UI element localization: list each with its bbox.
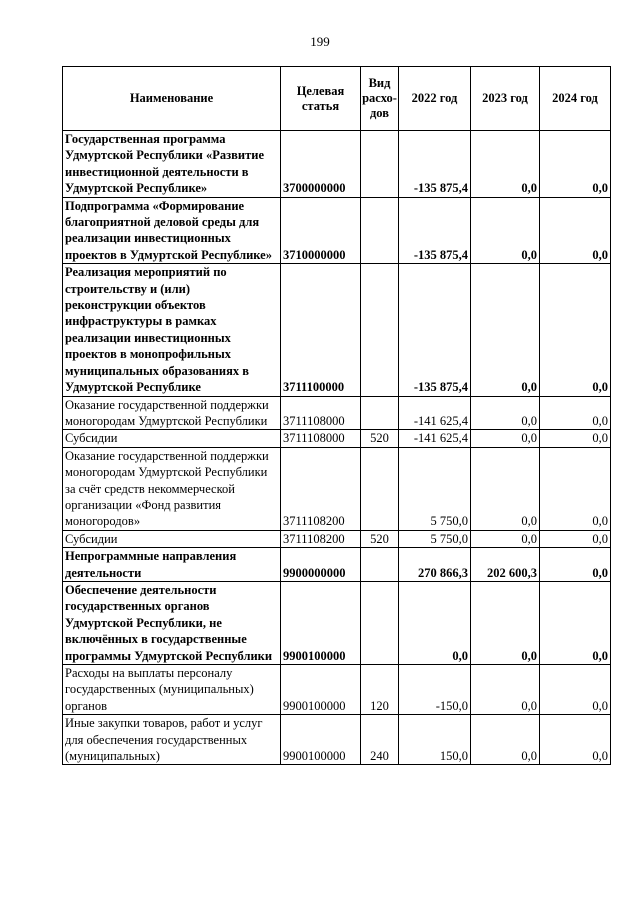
table-row <box>63 197 611 264</box>
cell-2022: -141 625,4 <box>399 430 471 447</box>
cell-expense-type <box>361 197 399 264</box>
cell-name: Субсидии <box>63 430 281 447</box>
cell-2022: -135 875,4 <box>399 197 471 264</box>
cell-target-code: 9900100000 <box>281 581 361 664</box>
cell-2023: 0,0 <box>471 530 540 547</box>
cell-name: Субсидии <box>63 530 281 547</box>
cell-name: Обеспечение деятельности государственных органов Удмуртской Республики, не включённых в государственные программы Удмуртской Республики <box>63 581 281 664</box>
table-row <box>63 581 611 664</box>
table-row <box>63 430 611 447</box>
cell-target-code: 9900100000 <box>281 665 361 715</box>
cell-2024: 0,0 <box>540 396 611 430</box>
cell-2023: 0,0 <box>471 665 540 715</box>
cell-2022: -135 875,4 <box>399 131 471 198</box>
table-row <box>63 530 611 547</box>
cell-name: Подпрограмма «Формирование благоприятной деловой среды для реализации инвестиционных проектов в Удмуртской Республике» <box>63 197 281 264</box>
table-row <box>63 264 611 396</box>
cell-2024: 0,0 <box>540 430 611 447</box>
table-row <box>63 665 611 715</box>
cell-target-code: 3711108200 <box>281 447 361 530</box>
cell-expense-type: 240 <box>361 715 399 765</box>
header-2022: 2022 год <box>399 67 471 131</box>
table-row <box>63 396 611 430</box>
cell-2022: -141 625,4 <box>399 396 471 430</box>
page-number: 199 <box>310 34 330 49</box>
header-2023: 2023 год <box>471 67 540 131</box>
cell-target-code: 3710000000 <box>281 197 361 264</box>
cell-2023: 0,0 <box>471 430 540 447</box>
cell-name: Непрограммные направления деятельности <box>63 548 281 582</box>
cell-2022: 5 750,0 <box>399 447 471 530</box>
cell-name: Государственная программа Удмуртской Республики «Развитие инвестиционной деятельности в Удмуртской Республике» <box>63 131 281 198</box>
table-row <box>63 715 611 765</box>
cell-2023: 0,0 <box>471 264 540 396</box>
cell-2022: 5 750,0 <box>399 530 471 547</box>
cell-target-code: 3711108000 <box>281 396 361 430</box>
cell-2022: -150,0 <box>399 665 471 715</box>
cell-2023: 0,0 <box>471 197 540 264</box>
cell-expense-type <box>361 264 399 396</box>
cell-2024: 0,0 <box>540 581 611 664</box>
cell-name: Оказание государственной поддержки моногородам Удмуртской Республики за счёт средств некоммерческой организации «Фонд развития моногородов» <box>63 447 281 530</box>
cell-2024: 0,0 <box>540 530 611 547</box>
cell-2023: 0,0 <box>471 715 540 765</box>
cell-target-code: 3711100000 <box>281 264 361 396</box>
cell-2024: 0,0 <box>540 715 611 765</box>
header-name: Наименование <box>63 67 281 131</box>
cell-2022: 270 866,3 <box>399 548 471 582</box>
table-row <box>63 548 611 582</box>
table-row <box>63 131 611 198</box>
cell-2022: -135 875,4 <box>399 264 471 396</box>
cell-name: Расходы на выплаты персоналу государственных (муниципальных) органов <box>63 665 281 715</box>
cell-2023: 0,0 <box>471 131 540 198</box>
cell-2024: 0,0 <box>540 548 611 582</box>
cell-2023: 0,0 <box>471 447 540 530</box>
cell-target-code: 9900000000 <box>281 548 361 582</box>
cell-2024: 0,0 <box>540 665 611 715</box>
table-body <box>63 131 611 765</box>
cell-expense-type: 120 <box>361 665 399 715</box>
cell-2024: 0,0 <box>540 447 611 530</box>
header-2024: 2024 год <box>540 67 611 131</box>
table-row <box>63 447 611 530</box>
cell-expense-type <box>361 548 399 582</box>
cell-target-code: 3700000000 <box>281 131 361 198</box>
cell-name: Оказание государственной поддержки моногородам Удмуртской Республики <box>63 396 281 430</box>
header-code: Целевая статья <box>281 67 361 131</box>
cell-2023: 202 600,3 <box>471 548 540 582</box>
cell-target-code: 3711108000 <box>281 430 361 447</box>
cell-2023: 0,0 <box>471 396 540 430</box>
budget-table <box>62 66 611 765</box>
cell-target-code: 9900100000 <box>281 715 361 765</box>
cell-2024: 0,0 <box>540 197 611 264</box>
cell-expense-type <box>361 396 399 430</box>
cell-2024: 0,0 <box>540 131 611 198</box>
cell-expense-type: 520 <box>361 430 399 447</box>
cell-2022: 0,0 <box>399 581 471 664</box>
cell-2023: 0,0 <box>471 581 540 664</box>
cell-expense-type <box>361 581 399 664</box>
cell-name: Иные закупки товаров, работ и услуг для обеспечения государственных (муниципальных) <box>63 715 281 765</box>
cell-2022: 150,0 <box>399 715 471 765</box>
cell-2024: 0,0 <box>540 264 611 396</box>
cell-target-code: 3711108200 <box>281 530 361 547</box>
cell-expense-type: 520 <box>361 530 399 547</box>
cell-expense-type <box>361 131 399 198</box>
cell-expense-type <box>361 447 399 530</box>
table-header-row <box>63 67 611 131</box>
cell-name: Реализация мероприятий по строительству и (или) реконструкции объектов инфраструктуры в рамках реализации инвестиционных проектов в монопрофильных муниципальных образованиях в Удмуртской Республике <box>63 264 281 396</box>
header-vid: Вид расхо-дов <box>361 67 399 131</box>
